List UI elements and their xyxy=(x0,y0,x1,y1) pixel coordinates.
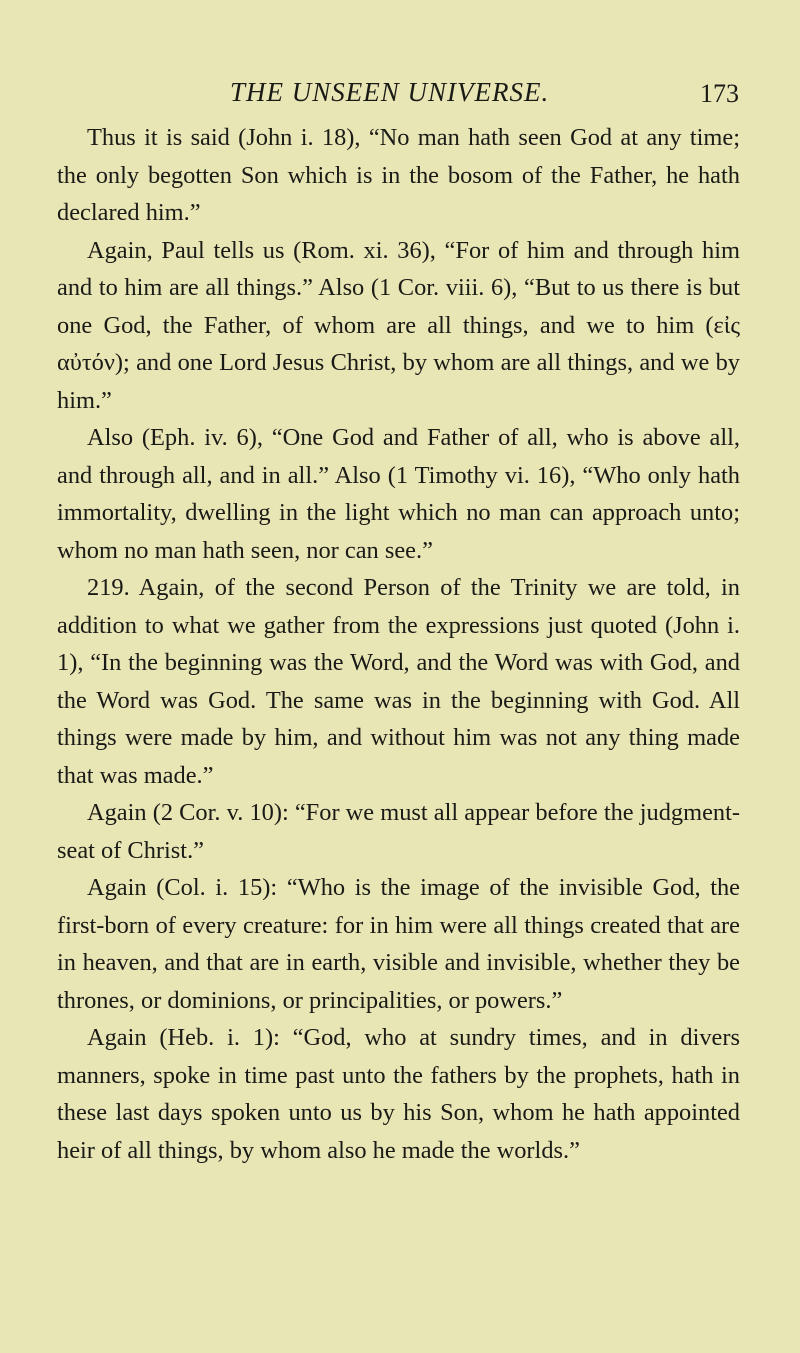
running-head xyxy=(0,74,800,110)
running-title: THE UNSEEN UNIVERSE. xyxy=(230,77,550,107)
paragraph-romans-corinthians: Again, Paul tells us (Rom. xi. 36), “For of him and through him and to him are all things.” Also (1 Cor. viii. 6), “But to us there is but one God, the Father, of whom are all things, and we to him (εἰς αὐτόν); and one Lord Jesus Christ, by whom are all things, and we by him.” xyxy=(57,236,740,414)
body-text xyxy=(57,119,740,1169)
paragraph-john-1-18: Thus it is said (John i. 18), “No man hath seen God at any time; the only begotten Son which is in the bosom of the Father, he hath declared him.” xyxy=(57,124,740,226)
paragraph-2-corinthians: Again (2 Cor. v. 10): “For we must all appear before the judgment-seat of Christ.” xyxy=(57,799,740,864)
paragraph-hebrews: Again (Heb. i. 1): “God, who at sundry times, and in divers manners, spoke in time past unto the fathers by the prophets, hath in these last days spoken unto us by his Son, whom he hath appointed heir of all things, by whom also he made the worlds.” xyxy=(57,1024,740,1164)
paragraph-colossians: Again (Col. i. 15): “Who is the image of the invisible God, the first-born of every creature: for in him were all things created that are in heaven, and that are in earth, visible and invisible, whether they be thrones, or dominions, or principalities, or powers.” xyxy=(57,874,740,1014)
paragraph-ephesians-timothy: Also (Eph. iv. 6), “One God and Father of all, who is above all, and through all, and in all.” Also (1 Timothy vi. 16), “Who only hath immortality, dwelling in the light which no man can approach unto; whom no man hath seen, nor can see.” xyxy=(57,424,740,564)
page-number: 173 xyxy=(700,79,739,108)
paragraph-219-second-person: 219. Again, of the second Person of the Trinity we are told, in addition to what we gather from the expressions just quoted (John i. 1), “In the beginning was the Word, and the Word was with God, and the Word was God. The same was in the beginning with God. All things were made by him, and without him was not any thing made that was made.” xyxy=(57,574,740,789)
